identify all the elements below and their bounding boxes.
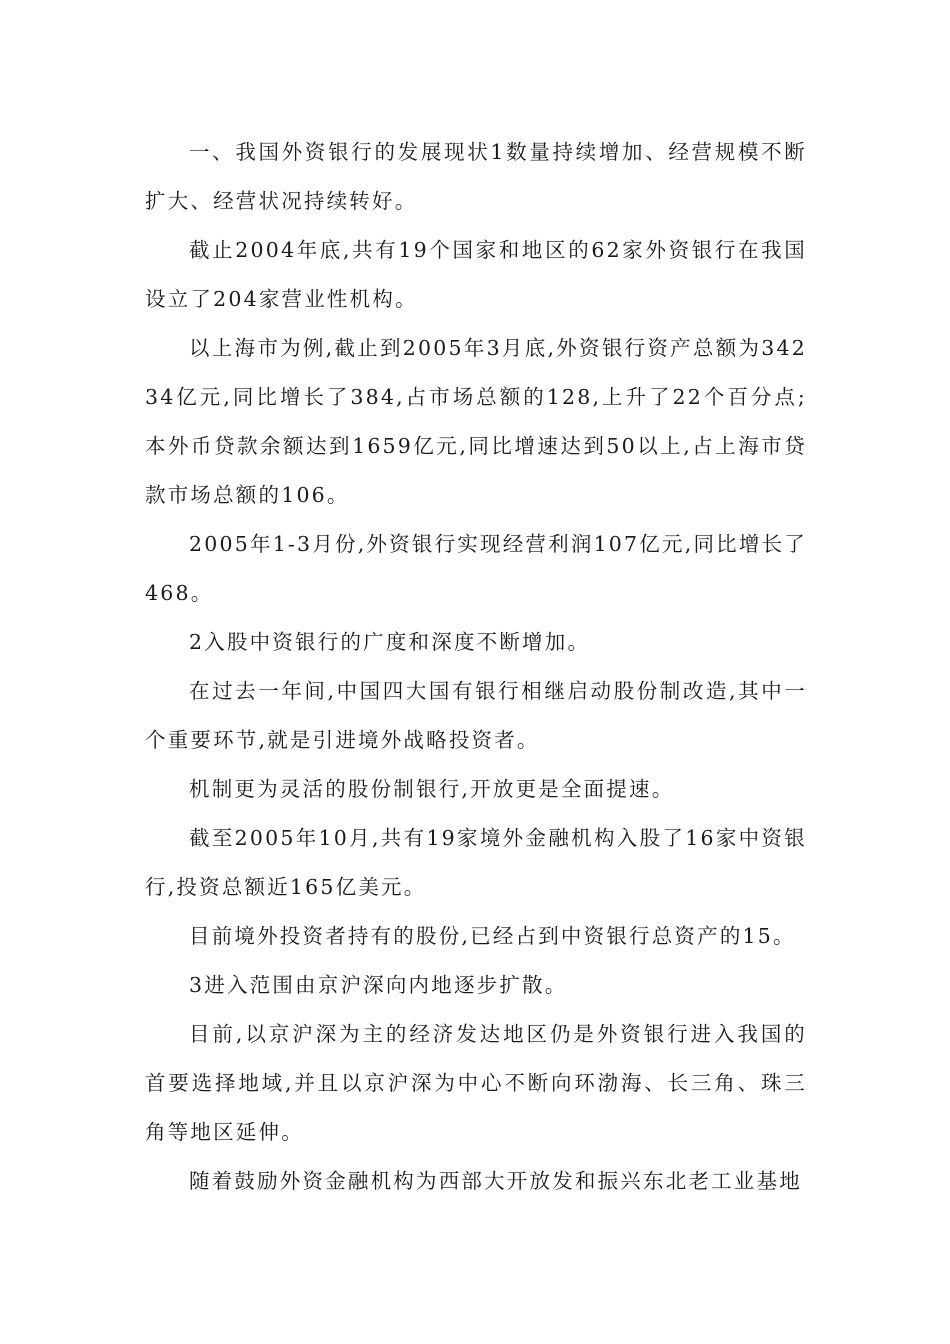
paragraph-6: 在过去一年间,中国四大国有银行相继启动股份制改造,其中一个重要环节,就是引进境外战略投资者。 [145, 679, 807, 752]
paragraph-2: 截止2004年底,共有19个国家和地区的62家外资银行在我国设立了204家营业性机构。 [145, 238, 807, 311]
document-body [145, 128, 807, 1206]
paragraph-4: 2005年1-3月份,外资银行实现经营利润107亿元,同比增长了468。 [145, 532, 807, 605]
paragraph-12: 随着鼓励外资金融机构为西部大开放发和振兴东北老工业基地 [189, 1169, 802, 1193]
paragraph-7: 机制更为灵活的股份制银行,开放更是全面提速。 [189, 777, 675, 801]
paragraph-11: 目前,以京沪深为主的经济发达地区仍是外资银行进入我国的首要选择地域,并且以京沪深为中心不断向环渤海、长三角、珠三角等地区延伸。 [145, 1022, 807, 1144]
paragraph-8: 截至2005年10月,共有19家境外金融机构入股了16家中资银行,投资总额近165亿美元。 [145, 826, 807, 899]
paragraph-3: 以上海市为例,截止到2005年3月底,外资银行资产总额为34234亿元,同比增长了384,占市场总额的128,上升了22个百分点;本外币贷款余额达到1659亿元,同比增速达到50以上,占上海市贷款市场总额的106。 [145, 336, 807, 507]
paragraph-10: 3进入范围由京沪深向内地逐步扩散。 [189, 973, 568, 997]
paragraph-9: 目前境外投资者持有的股份,已经占到中资银行总资产的15。 [189, 924, 796, 948]
paragraph-5: 2入股中资银行的广度和深度不断增加。 [189, 630, 591, 654]
paragraph-1: 一、我国外资银行的发展现状1数量持续增加、经营规模不断扩大、经营状况持续转好。 [145, 140, 807, 213]
